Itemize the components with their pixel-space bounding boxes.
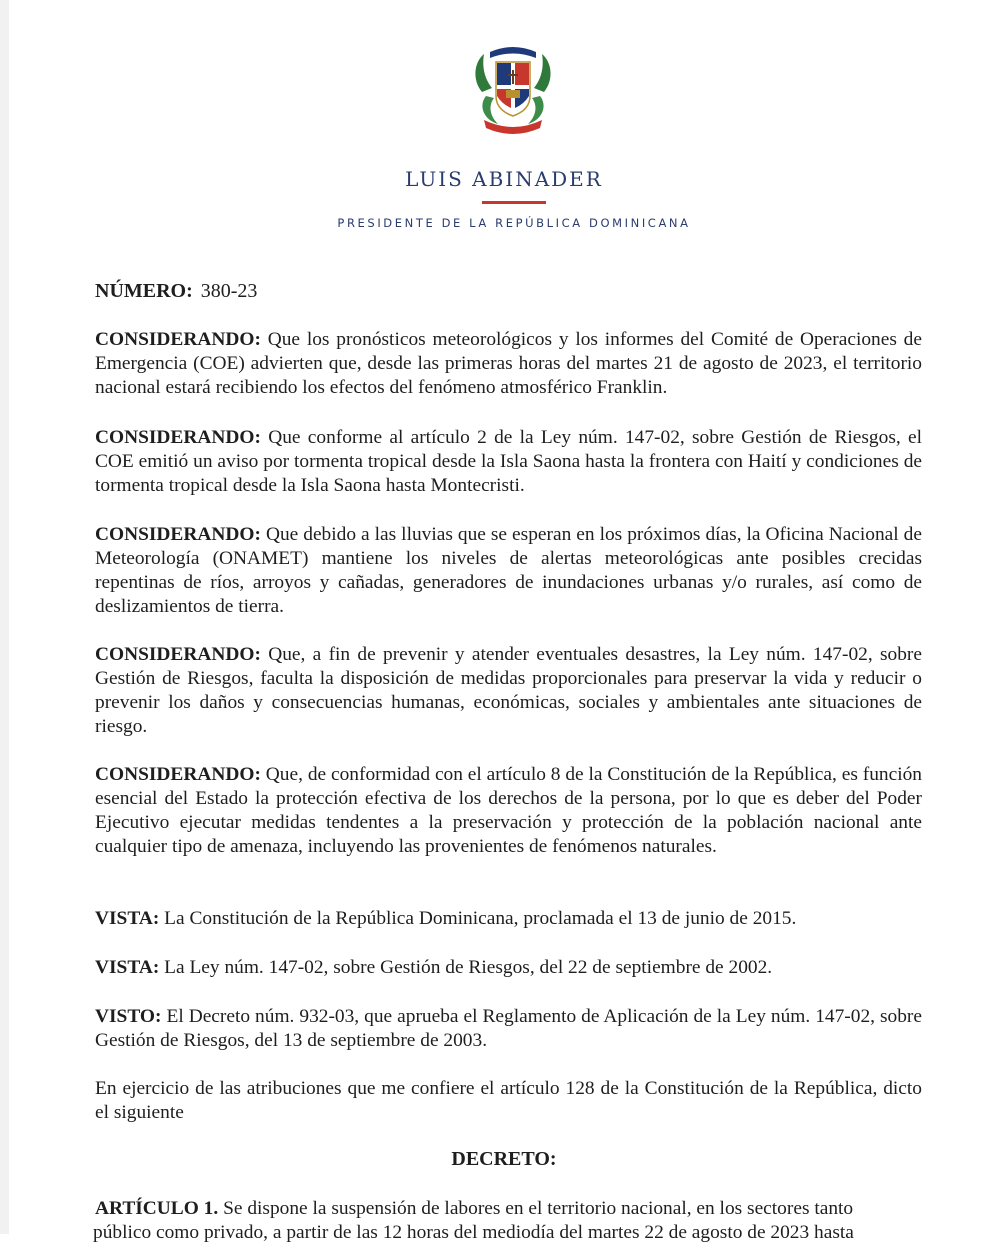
paragraph-label: CONSIDERANDO: (95, 329, 261, 350)
paragraph-text: La Constitución de la República Dominicana, proclamada el 13 de junio de 2015. (164, 908, 797, 929)
letterhead-divider (482, 201, 546, 204)
decree-number-value: 380-23 (200, 280, 258, 302)
decree-number (95, 280, 257, 303)
paragraph-text: El Decreto núm. 932-03, que aprueba el Reglamento de Aplicación de la Ley núm. 147-02, sobre Gestión de Riesgos, del 13 de septiembre de 2003. (95, 1006, 922, 1051)
paragraph-text: En ejercicio de las atribuciones que me confiere el artículo 128 de la Constitución de la República, dicto el siguiente (95, 1078, 922, 1123)
article-text: Se dispone la suspensión de labores en el territorio nacional, en los sectores tanto (223, 1198, 854, 1219)
visto-paragraph (95, 1005, 922, 1053)
paragraph-text: Que conforme al artículo 2 de la Ley núm. 147-02, sobre Gestión de Riesgos, el COE emitió un aviso por tormenta tropical desde la Isla Saona hasta la frontera con Haití y condiciones de tormenta tropical desde la Isla Saona hasta Montecristi. (95, 427, 922, 496)
article-label: ARTÍCULO 1. (95, 1198, 219, 1219)
considerando-paragraph (95, 643, 922, 739)
paragraph-text: Que, a fin de prevenir y atender eventuales desastres, la Ley núm. 147-02, sobre Gestión de Riesgos, faculta la disposición de medidas proporcionales para preservar la vida y reducir o prevenir los daños y consecuencias humanas, económicas, sociales y ambientales ante situaciones de riesgo. (95, 644, 922, 737)
decree-number-label: NÚMERO: (95, 280, 193, 302)
considerando-paragraph (95, 426, 922, 498)
letterhead-title: PRESIDENTE DE LA REPÚBLICA DOMINICANA (337, 216, 691, 230)
article-continuation-line: público como privado, a partir de las 12 horas del mediodía del martes 22 de agosto de 2023 hasta (93, 1222, 854, 1243)
paragraph-label: CONSIDERANDO: (95, 427, 261, 448)
paragraph-text: Que, de conformidad con el artículo 8 de la Constitución de la República, es función esencial del Estado la protección efectiva de los derechos de la persona, por lo que es deber del Poder Ejecutivo ejecutar medidas tendentes a la preservación y protección de la población nacional ante cualquier tipo de amenaza, incluyendo las provenientes de fenómenos naturales. (95, 764, 922, 857)
paragraph-text: Que debido a las lluvias que se esperan en los próximos días, la Oficina Nacional de Meteorología (ONAMET) mantiene los niveles de alertas meteorológicas ante posibles crecidas repentinas de ríos, arroyos y cañadas, generadores de inundaciones urbanas y/o rurales, así como de deslizamientos de tierra. (95, 524, 922, 617)
decree-heading: DECRETO: (451, 1148, 557, 1170)
considerando-paragraph (95, 523, 922, 619)
paragraph-label: VISTA: (95, 908, 160, 929)
paragraph-label: VISTA: (95, 957, 160, 978)
letterhead-name: LUIS ABINADER (405, 167, 603, 191)
paragraph-label: CONSIDERANDO: (95, 764, 261, 785)
paragraph-text: Que los pronósticos meteorológicos y los informes del Comité de Operaciones de Emergencia (COE) advierten que, desde las primeras horas del martes 21 de agosto de 2023, el territorio nacional estará recibiendo los efectos del fenómeno atmosférico Franklin. (95, 329, 922, 398)
article-paragraph (95, 1197, 922, 1221)
paragraph-label: VISTO: (95, 1006, 162, 1027)
considerando-paragraph (95, 328, 922, 400)
considerando-paragraph (95, 763, 922, 859)
vista-paragraph (95, 956, 922, 980)
paragraph-label: CONSIDERANDO: (95, 644, 261, 665)
paragraph-text: La Ley núm. 147-02, sobre Gestión de Riesgos, del 22 de septiembre de 2002. (164, 957, 773, 978)
ejercicio-paragraph (95, 1077, 922, 1125)
coat-of-arms-icon (468, 40, 558, 136)
paragraph-label: CONSIDERANDO: (95, 524, 261, 545)
vista-paragraph (95, 907, 922, 931)
